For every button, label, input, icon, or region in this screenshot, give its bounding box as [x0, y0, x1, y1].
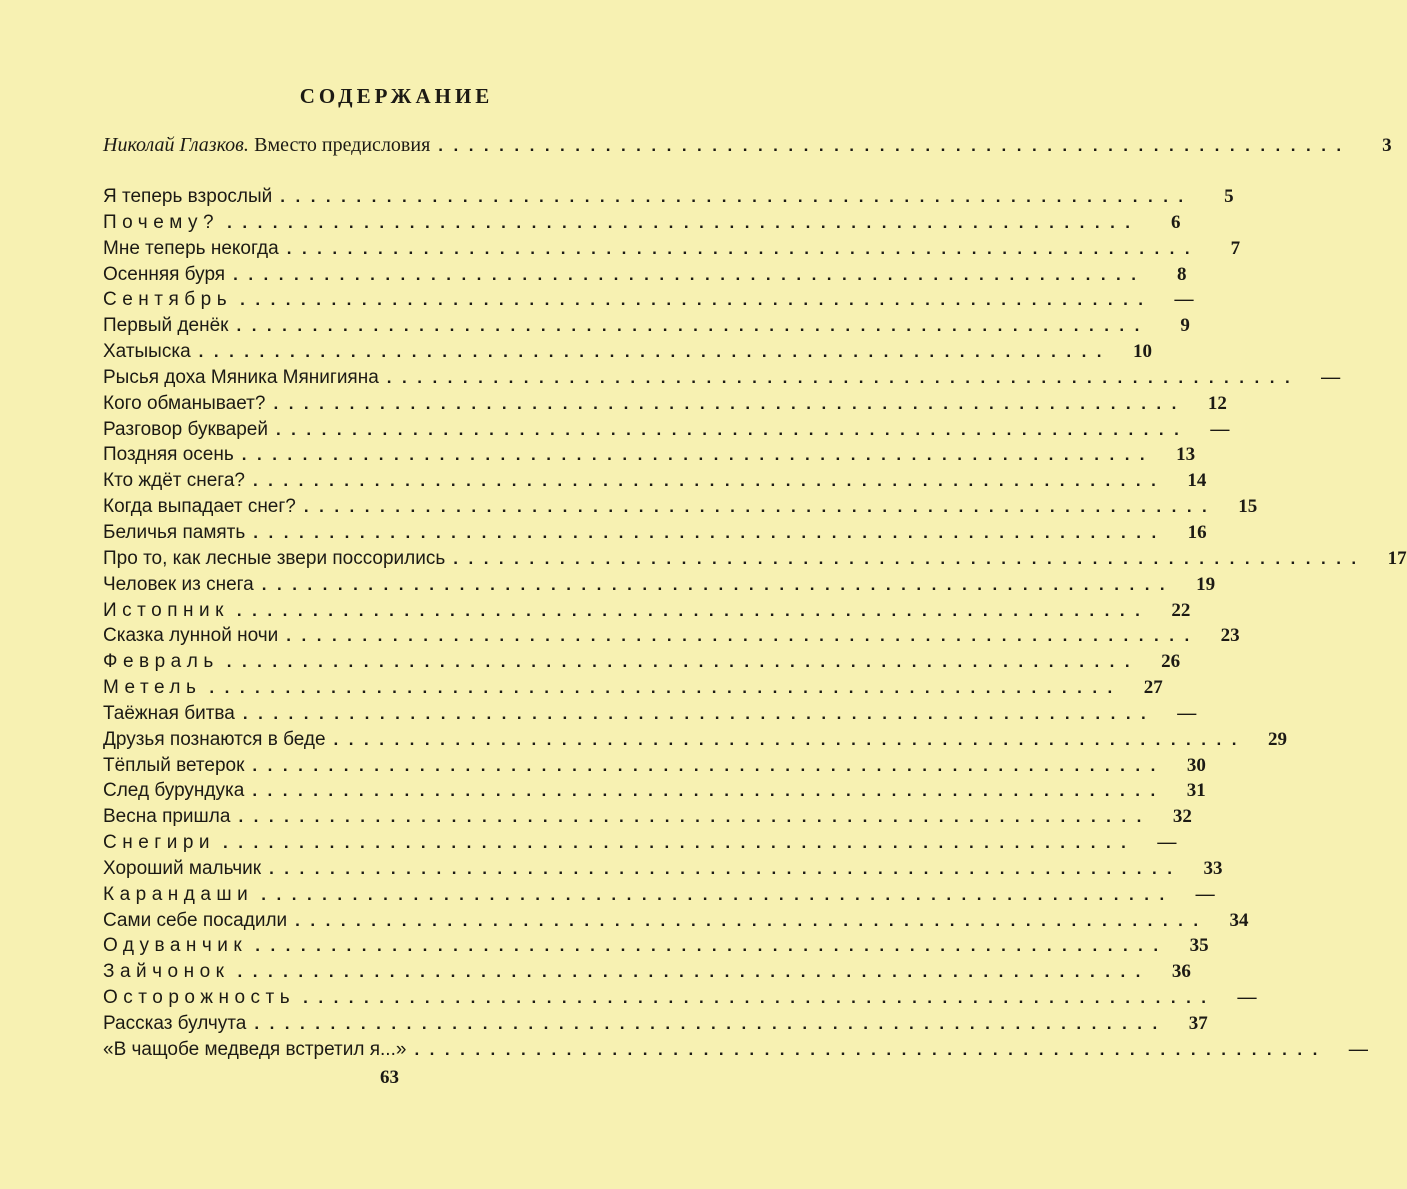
- toc-entry: [103, 262, 1187, 288]
- toc-entry: [103, 753, 1206, 779]
- contents-heading: СОДЕРЖАНИЕ: [299, 84, 494, 108]
- toc-entry: [103, 908, 1249, 934]
- toc-entry-title: Истопник: [103, 599, 229, 621]
- toc-entry-page-number: —: [1321, 366, 1341, 388]
- toc-entry-page-number: 15: [1238, 496, 1258, 518]
- toc-entry: [103, 365, 1341, 391]
- toc-entry: [103, 468, 1207, 494]
- toc-entry-page-number: 6: [1171, 211, 1181, 233]
- preface-page-number: 3: [1382, 135, 1392, 156]
- dot-leader: ............................................................: [253, 522, 1167, 542]
- toc-entry: [103, 882, 1215, 908]
- toc-entry: [103, 933, 1209, 959]
- toc-entry-title: Когда выпадает снег?: [103, 496, 296, 518]
- toc-entry: [103, 649, 1181, 675]
- toc-entry-title: Рысья доха Мяника Мянигияна: [103, 366, 379, 388]
- dot-leader: ............................................................: [275, 419, 1190, 439]
- toc-entry-page-number: 12: [1207, 392, 1227, 414]
- toc-entry: [103, 210, 1181, 236]
- dot-leader: ............................................................: [273, 393, 1187, 413]
- toc-entry-title: Рассказ булчута: [103, 1013, 247, 1034]
- toc-entry: [103, 339, 1153, 365]
- dot-leader: ............................................................: [295, 910, 1209, 930]
- toc-entry: [103, 675, 1163, 701]
- toc-entry-page-number: —: [1210, 418, 1230, 440]
- toc-entry-page-number: —: [1195, 883, 1215, 905]
- dot-leader: ............................................................: [227, 212, 1141, 232]
- toc-entry-title: Осторожность: [103, 987, 296, 1009]
- toc-entry-title: Карандаши: [103, 883, 254, 905]
- dot-leader: ............................................................: [286, 626, 1200, 646]
- dot-leader: ............................................................: [238, 807, 1152, 827]
- toc-entry-title: Кто ждёт снега?: [103, 470, 245, 492]
- preface-author: Николай Глазков.: [103, 134, 249, 156]
- dot-leader: ............................................................: [261, 574, 1176, 594]
- toc-entry: [103, 623, 1240, 649]
- toc-entry-page-number: 29: [1267, 728, 1287, 750]
- dot-leader: ............................................................: [261, 884, 1175, 904]
- toc-entry: [103, 236, 1241, 262]
- toc-entry-page-number: —: [1237, 987, 1257, 1009]
- toc-entry-page-number: 9: [1180, 315, 1190, 337]
- toc-entry: [103, 442, 1196, 468]
- dot-leader: ............................................................: [280, 187, 1194, 206]
- toc-entry-title: Зайчонок: [103, 961, 230, 983]
- dot-leader: ............................................................: [254, 1014, 1168, 1033]
- dot-leader: ............................................................: [252, 781, 1166, 801]
- dot-leader: ............................................................: [240, 290, 1154, 310]
- toc-entry: [103, 701, 1197, 727]
- toc-entry-page-number: 27: [1143, 677, 1163, 699]
- toc-entry-page-number: 19: [1196, 573, 1216, 595]
- toc-entry-title: Тёплый ветерок: [103, 754, 245, 776]
- toc-entry: [103, 804, 1192, 830]
- toc-entry-page-number: 8: [1176, 263, 1187, 285]
- toc-entry: [103, 546, 1407, 572]
- toc-entry-title: Хороший мальчик: [103, 857, 262, 879]
- toc-entry-page-number: 37: [1188, 1013, 1208, 1034]
- toc-entry-title: Снегири: [103, 832, 216, 854]
- dot-leader: ............................................................: [438, 136, 1352, 155]
- toc-entry: [103, 391, 1227, 417]
- toc-entry-page-number: 17: [1387, 547, 1407, 569]
- toc-entry: [103, 184, 1234, 210]
- toc-entry: [103, 985, 1257, 1011]
- dot-leader: ............................................................: [241, 445, 1156, 465]
- toc-entry-title: Хатыыска: [103, 341, 191, 363]
- preface-title: Вместо предисловия: [254, 134, 431, 156]
- dot-leader: ............................................................: [386, 367, 1301, 387]
- toc-entry: [103, 1037, 1368, 1063]
- dot-leader: ............................................................: [242, 703, 1157, 723]
- dot-leader: ............................................................: [198, 342, 1113, 362]
- toc-entry-preface: [103, 133, 1392, 159]
- dot-leader: ............................................................: [333, 729, 1247, 749]
- toc-entry-title: Весна пришла: [103, 806, 231, 828]
- toc-entry-title: Кого обманывает?: [103, 392, 266, 414]
- toc-entry-page-number: 7: [1230, 237, 1241, 259]
- dot-leader: ............................................................: [303, 988, 1217, 1008]
- toc-entry-title: Сами себе посадили: [103, 909, 288, 931]
- toc-entry-title: Первый денёк: [103, 315, 229, 337]
- toc-entry-title: Метель: [103, 677, 202, 699]
- table-of-contents: [103, 184, 1407, 1063]
- toc-entry-page-number: 5: [1224, 186, 1234, 207]
- toc-entry: [103, 830, 1177, 856]
- dot-leader: ............................................................: [236, 600, 1151, 620]
- toc-entry-page-number: —: [1348, 1038, 1368, 1060]
- toc-entry: [103, 287, 1194, 313]
- toc-entry-title: Человек из снега: [103, 573, 254, 595]
- preface-label: [103, 133, 430, 159]
- toc-entry-title: Про то, как лесные звери поссорились: [103, 547, 446, 569]
- toc-entry-title: Мне теперь некогда: [103, 237, 279, 259]
- toc-entry-title: Февраль: [103, 651, 219, 673]
- toc-entry-title: «В чащобе медведя встретил я...»: [103, 1038, 407, 1060]
- toc-entry: [103, 1011, 1208, 1037]
- toc-entry-page-number: —: [1174, 289, 1194, 311]
- toc-entry-page-number: 10: [1133, 341, 1153, 363]
- toc-entry-title: Разговор букварей: [103, 418, 268, 440]
- dot-leader: ............................................................: [223, 833, 1137, 853]
- toc-entry: [103, 598, 1191, 624]
- dot-leader: ............................................................: [237, 962, 1151, 982]
- toc-entry: [103, 494, 1258, 520]
- toc-entry-page-number: 14: [1187, 470, 1207, 492]
- dot-leader: ............................................................: [269, 858, 1183, 878]
- toc-entry-title: Беличья память: [103, 521, 246, 543]
- toc-entry-page-number: —: [1157, 832, 1177, 854]
- toc-entry: [103, 572, 1216, 598]
- toc-entry-title: Почему?: [103, 211, 220, 233]
- dot-leader: ............................................................: [209, 678, 1123, 698]
- toc-entry-page-number: 35: [1189, 935, 1209, 957]
- dot-leader: ............................................................: [286, 238, 1201, 258]
- toc-entry-page-number: 13: [1176, 444, 1196, 466]
- toc-entry-page-number: 36: [1171, 961, 1191, 983]
- toc-entry: [103, 520, 1207, 546]
- dot-leader: ............................................................: [236, 316, 1150, 336]
- toc-entry-page-number: 34: [1229, 909, 1249, 931]
- toc-entry-title: Сентябрь: [103, 289, 233, 311]
- dot-leader: ............................................................: [303, 497, 1218, 517]
- toc-entry: [103, 778, 1206, 804]
- toc-entry: [103, 313, 1190, 339]
- dot-leader: ............................................................: [233, 264, 1147, 284]
- toc-entry-page-number: 33: [1203, 857, 1223, 879]
- toc-entry: [103, 856, 1223, 882]
- toc-entry-page-number: 16: [1187, 521, 1207, 543]
- toc-entry-page-number: 26: [1161, 651, 1181, 673]
- dot-leader: ............................................................: [226, 652, 1141, 672]
- dot-leader: ............................................................: [414, 1039, 1328, 1059]
- dot-leader: ............................................................: [255, 936, 1169, 956]
- toc-entry-title: Поздняя осень: [103, 444, 234, 466]
- toc-entry-title: Одуванчик: [103, 935, 248, 957]
- dot-leader: ............................................................: [453, 548, 1367, 568]
- toc-entry-title: Друзья познаются в беде: [103, 728, 326, 750]
- toc-entry-title: Сказка лунной ночи: [103, 625, 279, 647]
- toc-entry-title: Осенняя буря: [103, 263, 226, 285]
- toc-entry: [103, 959, 1191, 985]
- toc-entry-page-number: 22: [1171, 599, 1191, 621]
- toc-entry-title: Таёжная битва: [103, 702, 235, 724]
- toc-entry: [103, 417, 1230, 443]
- dot-leader: ............................................................: [252, 471, 1167, 491]
- toc-entry-page-number: 30: [1186, 754, 1206, 776]
- toc-entry: [103, 727, 1287, 753]
- toc-entry-page-number: 32: [1172, 806, 1192, 828]
- toc-entry-title: Я теперь взрослый: [103, 186, 273, 207]
- toc-entry-page-number: 31: [1186, 780, 1206, 802]
- dot-leader: ............................................................: [252, 755, 1166, 775]
- toc-entry-page-number: 23: [1220, 625, 1240, 647]
- toc-entry-page-number: —: [1177, 702, 1197, 724]
- page-number: 63: [380, 1067, 399, 1088]
- toc-entry-title: След бурундука: [103, 780, 245, 802]
